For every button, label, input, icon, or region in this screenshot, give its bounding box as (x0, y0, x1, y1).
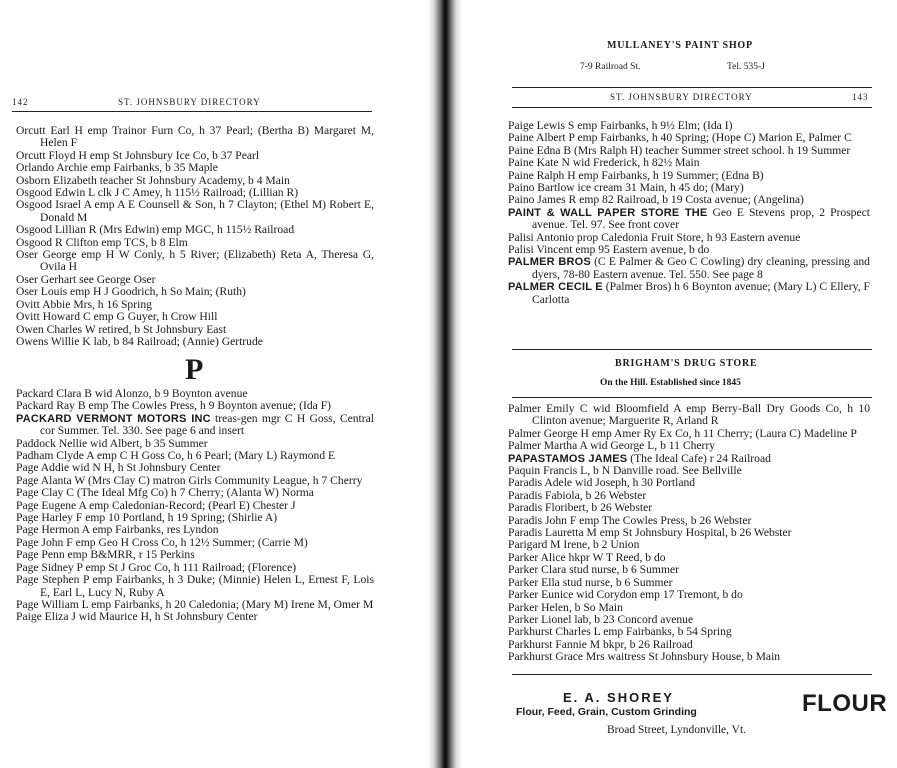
entry-text: Palmer Emily C wid Bloomfield A emp Berry-Ball Dry Goods Co, h 10 Clinton avenue; Marguerite R, Arland R (508, 402, 870, 428)
entry-text: Paradis John F emp The Cowles Press, b 26 Webster (508, 513, 752, 527)
entry-text: Palmer George H emp Amer Ry Ex Co, h 11 Cherry; (Laura C) Madeline P (508, 426, 857, 440)
entry-text: Page Penn emp B&MRR, r 15 Perkins (16, 548, 195, 562)
entry-text: Osgood Edwin L clk J C Amey, h 115½ Railroad; (Lillian R) (16, 186, 299, 200)
directory-entries-o (16, 125, 374, 348)
entry-text: Paige Eliza J wid Maurice H, h St Johnsbury Center (16, 610, 258, 624)
directory-entries-a (508, 120, 870, 306)
entry-text: Palisi Vincent emp 95 Eastern avenue, b do (508, 243, 710, 257)
entry-text: Page Eugene A emp Caledonian-Record; (Pearl E) Chester J (16, 498, 296, 512)
entry-text: Parker Helen, b So Main (508, 600, 623, 614)
business-name: PALMER CECIL E (508, 281, 603, 294)
entry-text: Page Harley F emp 10 Portland, h 19 Spring; (Shirlie A) (16, 511, 278, 525)
directory-entry (508, 281, 870, 306)
business-name: PACKARD VERMONT MOTORS INC (16, 412, 211, 425)
book-gutter (428, 0, 462, 768)
mullaney-ad-address: 7-9 Railroad St. (580, 62, 641, 72)
business-name: PAINT & WALL PAPER STORE THE (508, 206, 708, 219)
entry-text: Oser George emp H W Conly, h 5 River; (Elizabeth) Reta A, Theresa G, Ovila H (16, 248, 374, 274)
running-head: ST. JOHNSBURY DIRECTORY (610, 92, 753, 102)
page-number: 142 (12, 97, 29, 107)
entry-text: Parker Ella stud nurse, b 6 Summer (508, 575, 673, 589)
mullaney-ad-title: MULLANEY'S PAINT SHOP (607, 40, 753, 51)
entry-text: (Palmer Bros) h 6 Boynton avenue; (Mary L) C Ellery, F Carlotta (532, 280, 870, 306)
entry-text: Orcutt Floyd H emp St Johnsbury Ice Co, b 37 Pearl (16, 148, 260, 162)
directory-entry (508, 207, 870, 232)
directory-entry (508, 256, 870, 281)
entry-text: Oser Gerhart see George Oser (16, 272, 156, 286)
mullaney-ad-phone: Tel. 535-J (727, 62, 765, 72)
left-page (0, 0, 430, 768)
entry-text: Page Addie wid N H, h St Johnsbury Center (16, 461, 221, 475)
bottom-rule (512, 674, 872, 675)
ad-rule-top (512, 349, 872, 350)
directory-entry (16, 199, 374, 224)
entry-text: Page Hermon A emp Fairbanks, res Lyndon (16, 523, 219, 537)
shorey-ad-services: Flour, Feed, Grain, Custom Grinding (516, 706, 697, 718)
entry-text: Paine Ralph H emp Fairbanks, h 19 Summer; (Edna B) (508, 168, 764, 182)
entry-text: Palmer Martha A wid George L, b 11 Cherry (508, 439, 716, 453)
entry-text: (C E Palmer & Geo C Cowling) dry cleaning, pressing and dyers, 78-80 Eastern avenue. Tel. 550. See page 8 (532, 255, 870, 281)
entry-text: Palisi Antonio prop Caledonia Fruit Store, h 93 Eastern avenue (508, 230, 801, 244)
entry-text: Paino James R emp 82 Railroad, b 19 Costa avenue; (Angelina) (508, 193, 804, 207)
page-number: 143 (852, 92, 869, 102)
shorey-ad-name: E. A. SHOREY (563, 690, 674, 705)
shorey-ad-headline: FLOUR (802, 690, 888, 717)
entry-text: Page Clay C (The Ideal Mfg Co) h 7 Cherry; (Alanta W) Norma (16, 486, 314, 500)
entry-text: Parker Lionel lab, b 23 Concord avenue (508, 612, 694, 626)
directory-entry (508, 651, 870, 663)
entry-text: Parkhurst Charles L emp Fairbanks, b 54 Spring (508, 625, 732, 639)
entry-text: treas-gen mgr C H Goss, Central cor Summer. Tel. 330. See page 6 and insert (40, 411, 375, 438)
entry-text: Owens Willie K lab, b 84 Railroad; (Annie) Gertrude (16, 334, 263, 348)
entry-text: Parkhurst Grace Mrs waitress St Johnsbury House, b Main (508, 650, 781, 664)
entry-text: Paradis Lauretta M emp St Johnsbury Hospital, b 26 Webster (508, 526, 792, 540)
directory-entries-b (508, 403, 870, 664)
running-head: ST. JOHNSBURY DIRECTORY (118, 97, 261, 107)
entry-text: Paradis Fabiola, b 26 Webster (508, 488, 647, 502)
entry-text: Paine Edna B (Mrs Ralph H) teacher Summer street school. h 19 Summer (508, 143, 851, 157)
entry-text: Parigard M Irene, b 2 Union (508, 538, 640, 552)
directory-entry (16, 574, 374, 599)
entry-text: Page Sidney P emp St J Groc Co, h 111 Railroad; (Florence) (16, 560, 297, 574)
directory-entry (508, 403, 870, 428)
entry-text: Owen Charles W retired, b St Johnsbury East (16, 322, 227, 336)
entry-text: Packard Ray B emp The Cowles Press, h 9 Boynton avenue; (Ida F) (16, 399, 332, 413)
entry-text: Ovitt Abbie Mrs, h 16 Spring (16, 297, 152, 311)
entry-text: Ovitt Howard C emp G Guyer, h Crow Hill (16, 310, 218, 324)
business-name: PAPASTAMOS JAMES (508, 452, 628, 465)
entry-text: Paddock Nellie wid Albert, b 35 Summer (16, 436, 208, 450)
directory-entry (16, 125, 374, 150)
entry-text: Paquin Francis L, b N Danville road. See Bellville (508, 464, 742, 478)
entry-text: Oser Louis emp H J Goodrich, h So Main; (Ruth) (16, 285, 246, 299)
entry-text: Paino Bartlow ice cream 31 Main, h 45 do; (Mary) (508, 181, 744, 195)
entry-text: Paine Albert P emp Fairbanks, h 40 Spring; (Hope C) Marion E, Palmer C (508, 131, 852, 145)
entry-text: Osgood R Clifton emp TCS, b 8 Elm (16, 235, 188, 249)
header-rule (12, 111, 372, 112)
business-name: PALMER BROS (508, 256, 591, 269)
entry-text: Osborn Elizabeth teacher St Johnsbury Academy, b 4 Main (16, 173, 290, 187)
header-rule-bottom (512, 107, 872, 108)
right-page (470, 0, 897, 768)
entry-text: Paine Kate N wid Frederick, h 82½ Main (508, 156, 700, 170)
entry-text: Page Alanta W (Mrs Clay C) matron Girls Community League, h 7 Cherry (16, 473, 363, 487)
shorey-ad-address: Broad Street, Lyndonville, Vt. (607, 724, 747, 736)
entry-text: Paradis Floribert, b 26 Webster (508, 501, 653, 515)
ad-rule-bottom (512, 397, 872, 398)
entry-text: Page William L emp Fairbanks, h 20 Caledonia; (Mary M) Irene M, Omer M (16, 597, 374, 611)
entry-text: Parkhurst Fannie M bkpr, b 26 Railroad (508, 637, 693, 651)
entry-text: Paradis Adele wid Joseph, h 30 Portland (508, 476, 696, 490)
entry-text: (The Ideal Cafe) r 24 Railroad (627, 451, 771, 465)
entry-text: Padham Clyde A emp C H Goss Co, h 6 Pearl; (Mary L) Raymond E (16, 449, 336, 463)
section-letter: P (185, 353, 204, 386)
entry-text: Page John F emp Geo H Cross Co, h 12½ Summer; (Carrie M) (16, 535, 308, 549)
brigham-ad-subtitle: On the Hill. Established since 1845 (600, 378, 741, 388)
entry-text: Parker Clara stud nurse, b 6 Summer (508, 563, 679, 577)
entry-text: Osgood Lillian R (Mrs Edwin) emp MGC, h 115½ Railroad (16, 223, 295, 237)
directory-entry (16, 413, 374, 438)
brigham-ad-title: BRIGHAM'S DRUG STORE (615, 358, 758, 369)
entry-text: Parker Alice hkpr W T Reed, b do (508, 550, 666, 564)
entry-text: Packard Clara B wid Alonzo, b 9 Boynton avenue (16, 387, 248, 400)
directory-entry (16, 249, 374, 274)
directory-entry (16, 611, 374, 623)
entry-text: Page Stephen P emp Fairbanks, h 3 Duke; (Minnie) Helen L, Ernest F, Lois E, Earl L, Lucy N, Ruby A (16, 573, 374, 599)
directory-entries-p (16, 388, 374, 624)
entry-text: Paige Lewis S emp Fairbanks, h 9½ Elm; (Ida I) (508, 119, 733, 132)
entry-text: Osgood Israel A emp A E Counsell & Son, h 7 Clayton; (Ethel M) Robert E, Donald M (16, 198, 374, 224)
directory-entry (16, 336, 374, 348)
entry-text: Geo E Stevens prop, 2 Prospect avenue. Tel. 97. See front cover (532, 205, 870, 232)
entry-text: Parker Eunice wid Corydon emp 17 Tremont, b do (508, 588, 743, 602)
entry-text: Orcutt Earl H emp Trainor Furn Co, h 37 Pearl; (Bertha B) Margaret M, Helen F (16, 124, 374, 150)
header-rule-top (512, 87, 872, 88)
entry-text: Orlando Archie emp Fairbanks, b 35 Maple (16, 161, 218, 175)
